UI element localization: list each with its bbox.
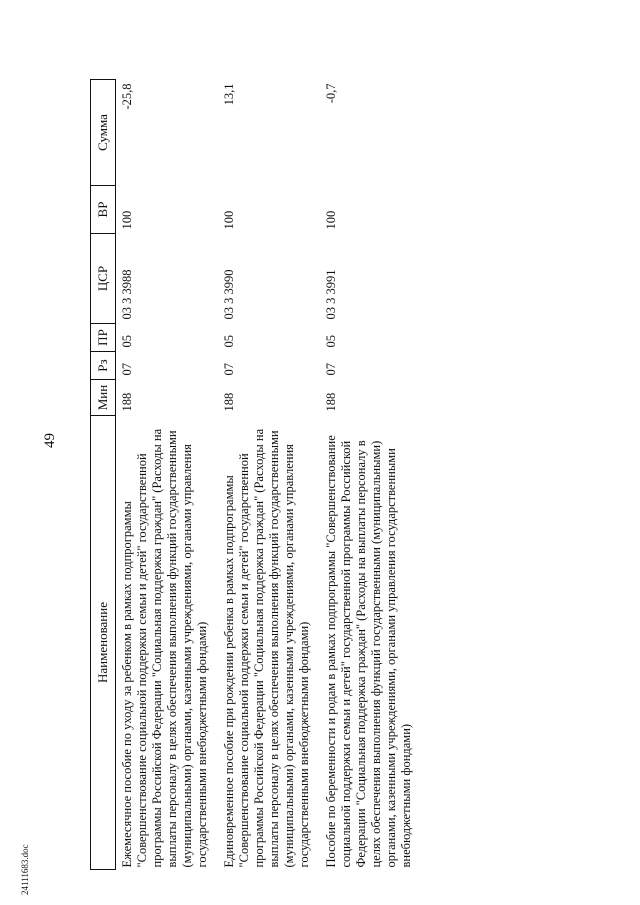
header-sum: Сумма [91,80,116,186]
row-csr: 03 3 3991 [324,269,338,320]
budget-table [90,79,422,870]
row-pr: 05 [120,335,134,348]
table-row [320,80,422,870]
row-pr: 05 [324,335,338,348]
row-csr: 03 3 3988 [120,269,134,320]
row-rz: 07 [222,363,236,376]
header-vr: ВР [91,186,116,234]
header-name: Наименование [91,416,116,870]
table-row [218,80,320,870]
row-sum: -0,7 [324,83,338,104]
row-rz: 07 [120,363,134,376]
header-csr: ЦСР [91,234,116,324]
budget-table-container [90,80,600,870]
page-number: 49 [42,433,58,448]
header-min: Мин [91,380,116,416]
row-sum: -25,8 [120,83,134,110]
table-header-row [91,80,116,870]
row-vr: 100 [324,210,338,230]
row-csr: 03 3 3990 [222,269,236,320]
row-vr: 100 [120,210,134,230]
row-name: Пособие по беременности и родам в рамках подпрограммы "Совершенствование социальной поддержки семьи и детей" государственной программы Российской Федерации "Социальная поддержка граждан" (Расходы на выплаты персоналу в целях обеспечения выполнения функций государственными (муниципальными) органами, казенными учреждениями, органами управления государственными внебюджетными фондами) [324,435,413,868]
row-min: 188 [222,392,236,412]
row-pr: 05 [222,335,236,348]
header-rz: Рз [91,352,116,380]
row-rz: 07 [324,363,338,376]
row-min: 188 [120,392,134,412]
row-name: Единовременное пособие при рождении ребенка в рамках подпрограммы "Совершенствование социальной поддержки семьи и детей" государственной программы Российской Федерации "Социальная поддержка граждан" (Расходы на выплаты персоналу в целях обеспечения выполнения функций государственными (муниципальными) органами, казенными учреждениями, органами управления государственными внебюджетными фондами) [222,428,311,868]
table-row [116,80,219,870]
header-pr: ПР [91,324,116,352]
row-name: Ежемесячное пособие по уходу за ребенком в рамках подпрограммы "Совершенствование социальной поддержки семьи и детей" государственной программы Российской Федерации "Социальная поддержка граждан" (Расходы на выплаты персоналу в целях обеспечения выполнения функций государственными (муниципальными) органами, казенными учреждениями, органами управления государственными внебюджетными фондами) [120,428,209,868]
row-vr: 100 [222,210,236,230]
row-sum: 13,1 [222,83,236,106]
document-footer: 24111683.doc [20,844,30,895]
row-min: 188 [324,392,338,412]
